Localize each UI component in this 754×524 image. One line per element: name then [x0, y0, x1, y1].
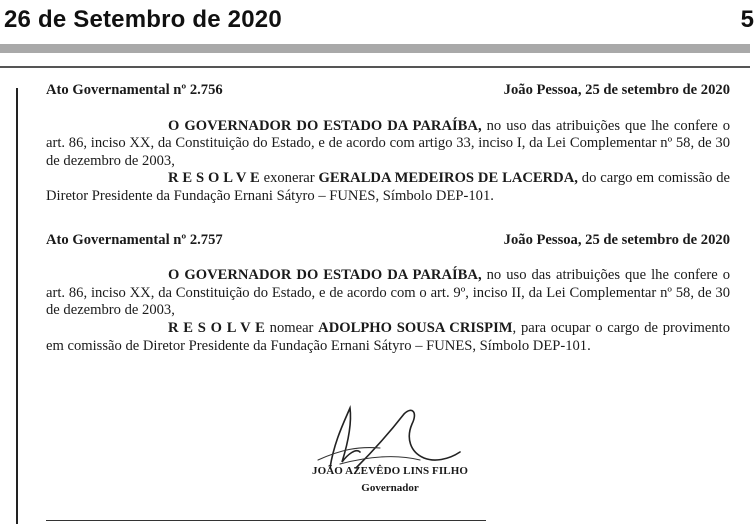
- act-number: Ato Governamental nº 2.756: [46, 82, 223, 98]
- act-header-1: [46, 82, 730, 100]
- footer-divider: [46, 520, 486, 521]
- governor-heading: O GOVERNADOR DO ESTADO DA PARAÍBA,: [168, 267, 482, 284]
- act-number: Ato Governamental nº 2.757: [46, 231, 223, 248]
- document-body: [46, 82, 730, 355]
- decision-verb: exonerar: [259, 170, 319, 187]
- signatory-title: Governador: [361, 482, 419, 494]
- appointee-name: ADOLPHO SOUSA CRISPIM: [318, 319, 513, 336]
- header-gray-band: [0, 44, 750, 53]
- act-decision: [46, 170, 730, 205]
- act-decision: [46, 320, 730, 355]
- resolve-keyword: R E S O L V E: [168, 170, 260, 187]
- handwritten-signature-icon: [300, 402, 490, 472]
- act-place-date: João Pessoa, 25 de setembro de 2020: [503, 231, 730, 248]
- page-number: 5: [740, 6, 754, 33]
- decision-text: do cargo em comissão de Diretor Presidente da Fundação Ernani Sátyro – FUNES, Símbolo DEP-101.: [46, 170, 730, 204]
- act-preamble: [46, 118, 730, 171]
- publication-date: 26 de Setembro de 2020: [4, 6, 282, 33]
- appointee-name: GERALDA MEDEIROS DE LACERDA,: [318, 170, 578, 187]
- preamble-text: no uso das atribuições que lhe confere o art. 86, inciso XX, da Constituição do Estado, e de acordo com artigo 33, inciso I, da Lei Complementar nº 58, de 30 de dezembro de 2003,: [46, 117, 730, 169]
- governor-heading: O GOVERNADOR DO ESTADO DA PARAÍBA,: [168, 117, 482, 134]
- preamble-text: no uso das atribuições que lhe confere o art. 86, inciso XX, da Constituição do Estado, e de acordo com o art. 9º, inciso II, da Lei Complementar nº 58, de 30 de dezembro de 2003,: [46, 267, 730, 319]
- header-divider: [0, 66, 750, 68]
- resolve-keyword: R E S O L V E: [168, 319, 265, 336]
- act-preamble: [46, 267, 730, 320]
- act-header-2: [46, 232, 730, 250]
- act-place-date: João Pessoa, 25 de setembro de 2020: [503, 82, 730, 98]
- signature-block: [300, 402, 490, 502]
- signatory-name: JOÃO AZEVÊDO LINS FILHO: [311, 465, 469, 477]
- page-header: [0, 0, 754, 44]
- decision-verb: nomear: [264, 319, 319, 336]
- column-left-rule: [16, 88, 18, 524]
- decision-text: , para ocupar o cargo de provimento em comissão de Diretor Presidente da Fundação Ernani Sátyro – FUNES, Símbolo DEP-101.: [46, 319, 730, 354]
